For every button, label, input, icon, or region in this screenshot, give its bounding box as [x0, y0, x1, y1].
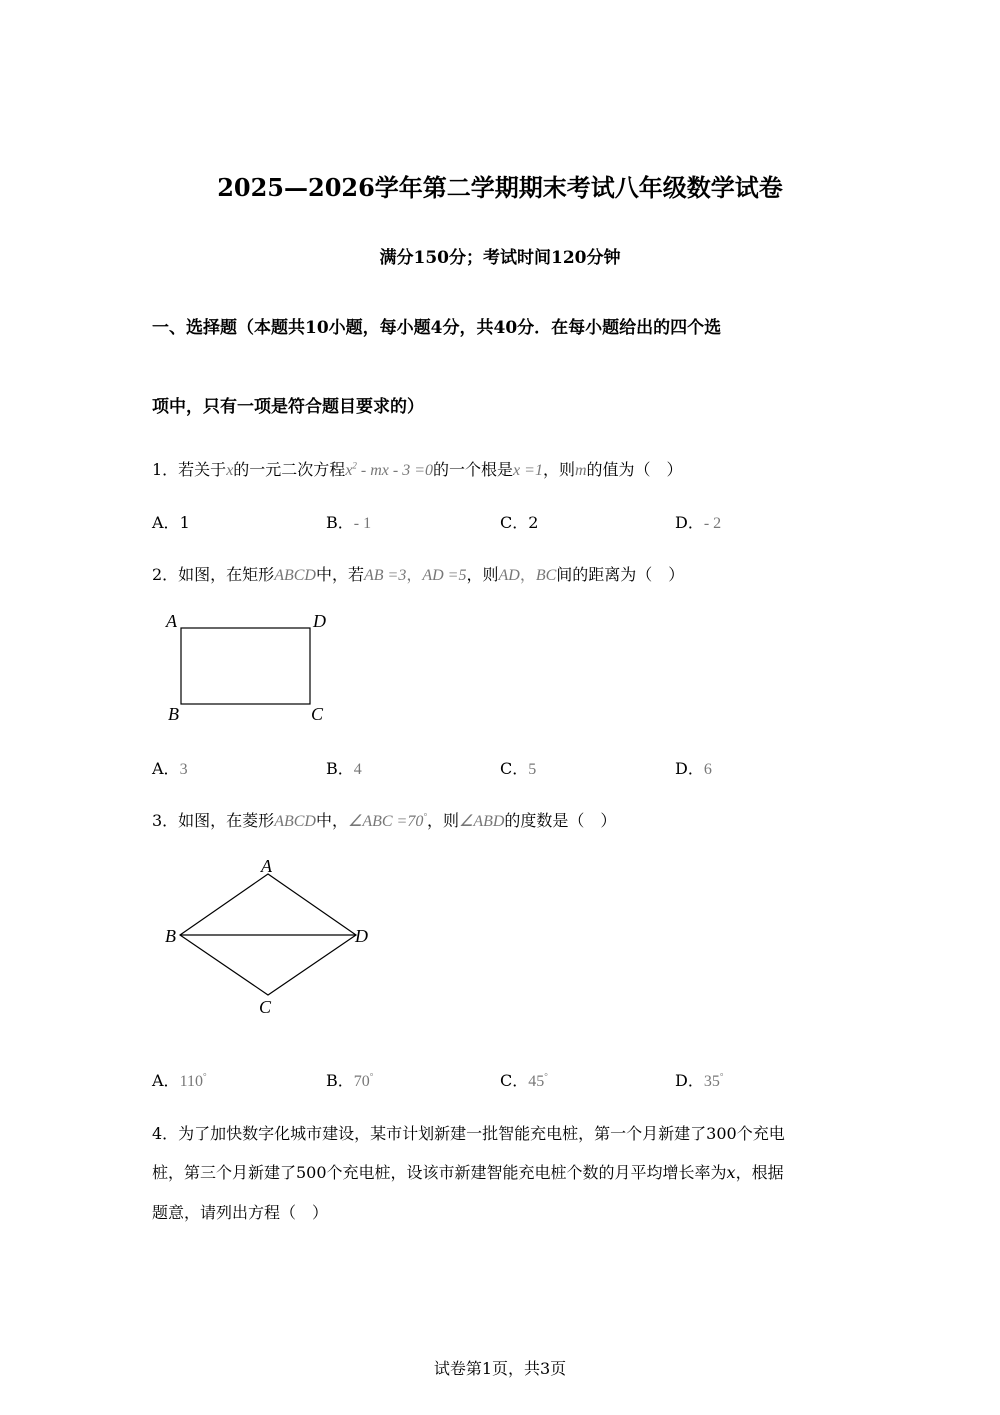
- option-label: A．: [152, 759, 180, 778]
- option-label: C．: [500, 759, 529, 778]
- option-value: 6: [703, 761, 712, 778]
- option-label: D．: [675, 513, 704, 532]
- q1-text: 的值为（ ）: [586, 460, 683, 479]
- q3-option-d: [675, 1068, 723, 1091]
- q1-text: 的一元二次方程: [233, 460, 346, 479]
- q3-text: ，则: [426, 811, 459, 830]
- q1-text: ，则: [542, 460, 575, 479]
- q2-text: ，则: [466, 565, 499, 584]
- rectangle-shape: [181, 628, 310, 704]
- option-value: [354, 1073, 374, 1090]
- section-heading-line2: 项中，只有一项是符合题目要求的）: [152, 397, 424, 417]
- option-value: [180, 1073, 207, 1090]
- option-value: - 1: [353, 515, 372, 532]
- q2-option-d: [675, 756, 712, 779]
- q2-option-c: [500, 756, 536, 779]
- option-label: C．: [500, 513, 529, 532]
- q2-rect-name: ABCD: [274, 567, 316, 584]
- exam-subtitle: 满分150分；考试时间120分钟: [379, 248, 621, 268]
- degree-symbol: °: [423, 811, 427, 822]
- vertex-b-label: B: [165, 926, 176, 946]
- degree-symbol: °: [719, 1071, 724, 1082]
- question-4-line2: [152, 1160, 784, 1183]
- q3-rhombus-name: ABCD: [274, 813, 316, 830]
- option-value: 4: [353, 761, 362, 778]
- q4-text: 桩，第三个月新建了500个充电桩，设该市新建智能充电桩个数的月平均增长率为: [152, 1163, 727, 1182]
- option-label: B．: [326, 513, 354, 532]
- q3-option-b: [326, 1068, 373, 1091]
- q1-equation: [345, 462, 433, 479]
- option-value: 3: [179, 761, 188, 778]
- q3-angle-abd: ∠ABD: [458, 813, 505, 830]
- question-4-line1: 4．为了加快数字化城市建设，某市计划新建一批智能充电桩，第一个月新建了300个充电: [152, 1124, 785, 1143]
- q1-option-a: [152, 510, 190, 533]
- question-4-line3: 题意，请列出方程（ ）: [152, 1203, 329, 1222]
- vertex-d-label: D: [355, 926, 368, 946]
- section-heading-line1: 一、选择题（本题共10小题，每小题4分，共40分．在每小题给出的四个选: [152, 318, 722, 338]
- q1-text: 1．若关于: [152, 460, 227, 479]
- q2-text: 2．如图，在矩形: [152, 565, 275, 584]
- q3-option-a: [152, 1068, 207, 1091]
- option-value: [704, 1073, 724, 1090]
- option-value: 5: [528, 761, 537, 778]
- vertex-c-label: C: [259, 997, 272, 1017]
- exam-title: 2025—2026学年第二学期期末考试八年级数学试卷: [217, 173, 783, 202]
- q1-var-m: m: [574, 462, 587, 479]
- option-value: 2: [528, 513, 539, 532]
- q3-text: 中，: [315, 811, 348, 830]
- option-label: B．: [326, 759, 354, 778]
- q2-sep: ，: [519, 567, 536, 584]
- q3-text: 的度数是（ ）: [504, 811, 617, 830]
- rectangle-figure: [160, 605, 340, 730]
- question-2: [152, 562, 684, 585]
- option-number: 35: [703, 1073, 720, 1090]
- q3-option-c: [500, 1068, 548, 1091]
- option-label: A．: [152, 1071, 180, 1090]
- option-label: C．: [500, 1071, 529, 1090]
- vertex-a-label: A: [166, 611, 177, 631]
- q1-eq-exponent: 2: [352, 460, 357, 471]
- q2-ad-line: AD: [498, 567, 520, 584]
- q2-option-a: [152, 756, 188, 779]
- q1-root: x =1: [513, 462, 543, 479]
- degree-symbol: °: [544, 1071, 548, 1082]
- q2-bc-line: BC: [535, 567, 557, 584]
- option-label: B．: [326, 1071, 354, 1090]
- option-number: 70: [353, 1073, 370, 1090]
- option-number: 110: [179, 1073, 203, 1090]
- option-label: D．: [675, 1071, 704, 1090]
- degree-symbol: °: [369, 1071, 374, 1082]
- option-value: - 2: [703, 515, 722, 532]
- option-value: 1: [179, 513, 190, 532]
- vertex-c-label: C: [311, 704, 324, 724]
- q1-var-x: x: [226, 462, 234, 479]
- q1-text: 的一个根是: [433, 460, 514, 479]
- q3-text: 3．如图，在菱形: [152, 811, 275, 830]
- option-value: [528, 1073, 548, 1090]
- page-footer: 试卷第1页，共3页: [433, 1359, 567, 1378]
- q1-option-c: [500, 510, 538, 533]
- vertex-a-label: A: [261, 856, 272, 876]
- q2-text: 中，若: [315, 565, 364, 584]
- q1-eq-rest: - mx - 3 =0: [356, 462, 434, 479]
- q4-var-x: x: [726, 1163, 736, 1182]
- option-label: D．: [675, 759, 704, 778]
- q1-option-d: [675, 510, 721, 533]
- q1-option-b: [326, 510, 371, 533]
- option-number: 45: [528, 1073, 545, 1090]
- question-3: [152, 808, 616, 831]
- option-label: A．: [152, 513, 180, 532]
- q2-option-b: [326, 756, 362, 779]
- q3-angle-abc-value: ∠ABC =70: [347, 813, 424, 830]
- vertex-b-label: B: [168, 704, 179, 724]
- q4-text: ，根据: [735, 1163, 784, 1182]
- rhombus-figure: [160, 852, 380, 1022]
- q3-angle-abc: [348, 813, 427, 830]
- q2-sep: ，: [406, 567, 423, 584]
- degree-symbol: °: [202, 1071, 207, 1082]
- q2-text: 间的距离为（ ）: [556, 565, 685, 584]
- q2-ab: AB =3: [363, 567, 407, 584]
- q1-eq-x: x: [345, 462, 353, 479]
- q2-ad: AD =5: [422, 567, 467, 584]
- question-1: [152, 457, 683, 480]
- vertex-d-label: D: [313, 611, 326, 631]
